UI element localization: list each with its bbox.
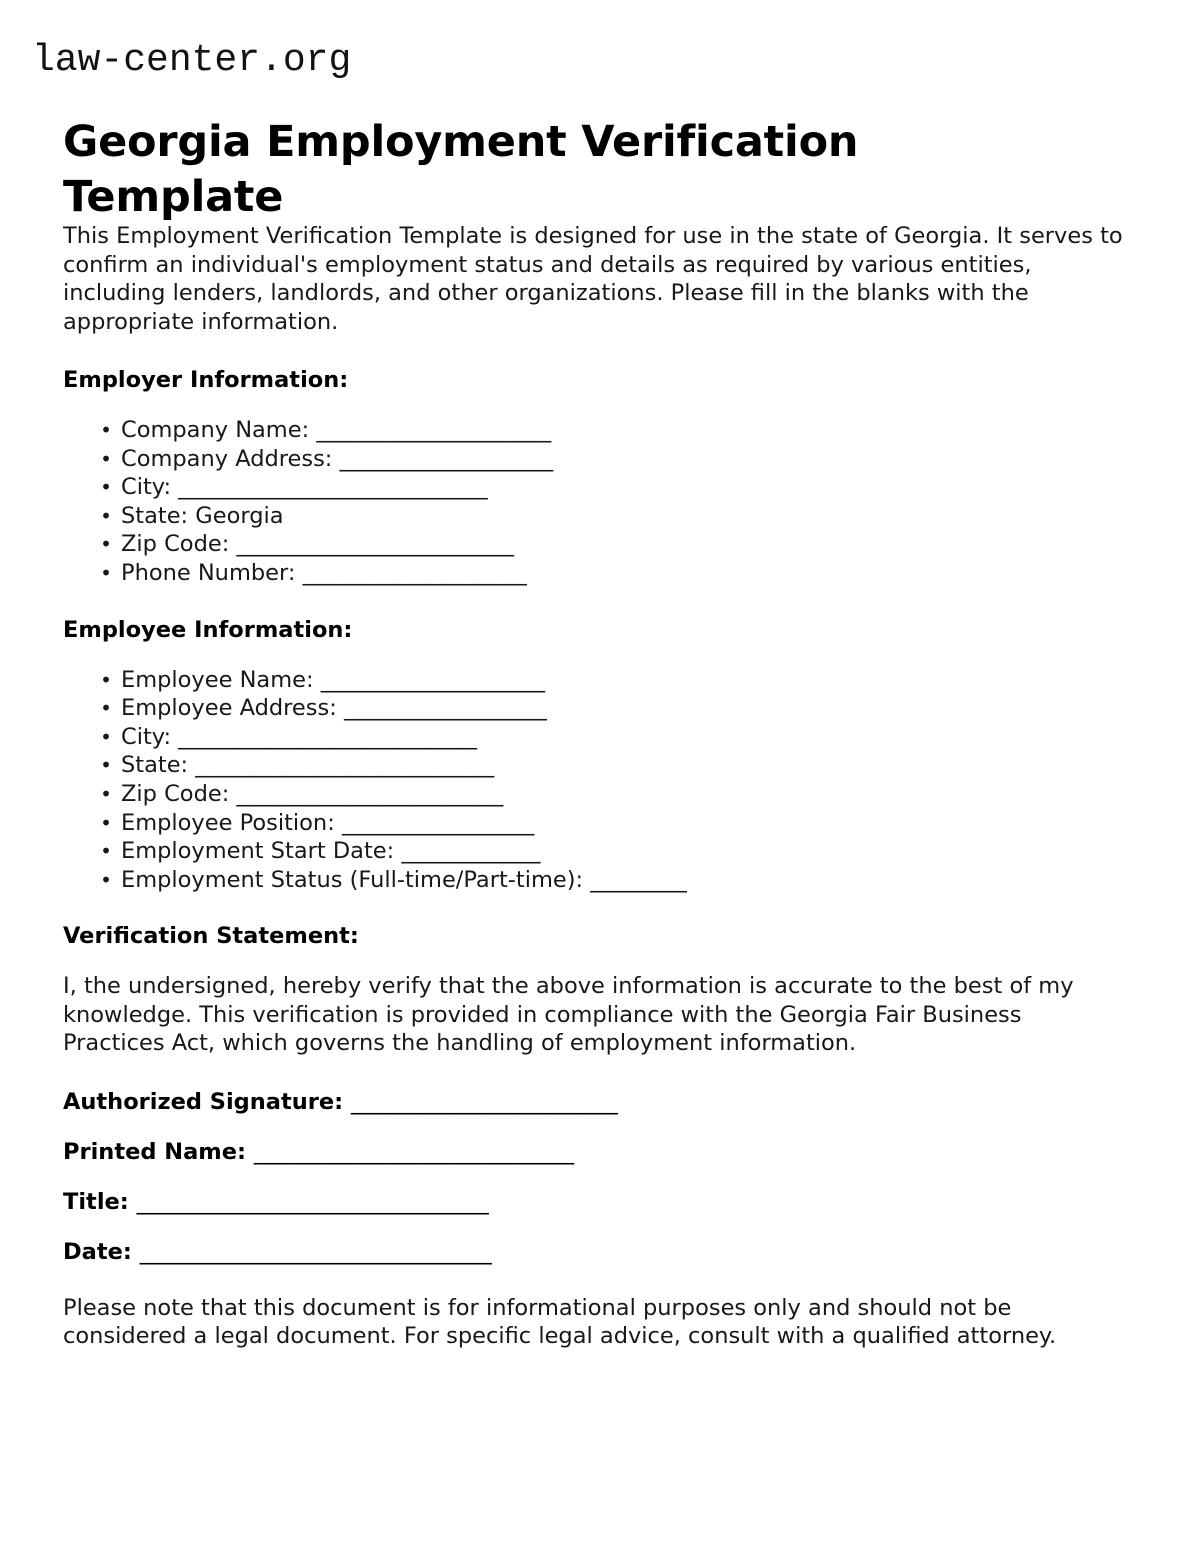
bullet-icon: • [100, 532, 112, 557]
field-label: Zip Code: [121, 780, 230, 807]
bullet-icon: • [100, 867, 112, 892]
field-label: Employee Address: [121, 695, 337, 722]
list-item [100, 780, 1123, 809]
field-blank[interactable]: _____________________ [320, 666, 545, 693]
bullet-icon: • [100, 810, 112, 835]
title-label: Title: [63, 1188, 129, 1215]
authorized-signature-label: Authorized Signature: [63, 1088, 344, 1115]
list-item [100, 416, 1123, 445]
field-blank[interactable]: __________________ [341, 809, 534, 836]
spacer [63, 894, 1123, 922]
field-label: Zip Code: [121, 531, 230, 558]
list-item [100, 751, 1123, 780]
field-label: Employee Position: [121, 809, 335, 836]
list-item [100, 559, 1123, 588]
list-item [100, 837, 1123, 866]
field-label: City: [121, 474, 172, 501]
spacer [63, 1216, 1123, 1238]
site-url-label: law-center.org [32, 39, 352, 82]
field-blank[interactable]: ____________________________ [195, 752, 494, 779]
bullet-icon: • [100, 839, 112, 864]
date-line [63, 1238, 1123, 1266]
intro-paragraph: This Employment Verification Template is designed for use in the state of Georgia. It serves to confirm an individual's employment status and details as required by various entities, including lenders, landlords, and other organizations. Please fill in the blanks with the appropriate information. [63, 223, 1123, 335]
bullet-icon: • [100, 781, 112, 806]
field-label: Phone Number: [121, 559, 296, 586]
spacer [63, 588, 1123, 616]
printed-name-blank[interactable]: ______________________________ [253, 1138, 574, 1165]
field-blank[interactable]: _________________________ [236, 780, 503, 807]
spacer [63, 1266, 1123, 1294]
bullet-icon: • [100, 475, 112, 500]
list-item [100, 866, 1123, 895]
employer-information-heading: Employer Information: [63, 367, 349, 393]
bullet-icon: • [100, 446, 112, 471]
field-label: State: Georgia [121, 502, 284, 529]
field-label: City: [121, 723, 172, 750]
field-label: Company Name: [121, 417, 310, 443]
date-blank[interactable]: _________________________________ [139, 1238, 492, 1265]
spacer [63, 394, 1123, 416]
printed-name-label: Printed Name: [63, 1138, 246, 1165]
employee-information-heading: Employee Information: [63, 616, 353, 643]
authorized-signature-blank[interactable]: _________________________ [350, 1088, 618, 1115]
field-blank[interactable]: _____________________ [302, 559, 527, 586]
field-blank[interactable]: ___________________ [343, 695, 547, 722]
field-blank[interactable]: _____________ [401, 838, 540, 865]
spacer [63, 1116, 1123, 1138]
bullet-icon: • [100, 724, 112, 749]
list-item [100, 502, 1123, 531]
verification-paragraph: I, the undersigned, hereby verify that the above information is accurate to the best of my knowledge. This verification is provided in compliance with the Georgia Fair Business Practices Act, which governs the handling of employment information. [63, 973, 1074, 1057]
field-label: Employee Name: [121, 666, 314, 693]
list-item [100, 445, 1123, 474]
bullet-icon: • [100, 418, 112, 442]
field-blank[interactable]: __________________________ [236, 531, 514, 558]
bullet-icon: • [100, 753, 112, 778]
field-blank[interactable]: _____________________________ [178, 474, 488, 501]
spacer [63, 644, 1123, 666]
title-line [63, 1188, 1123, 1216]
disclaimer-paragraph: Please note that this document is for informational purposes only and should not be considered a legal document. For specific legal advice, consult with a qualified attorney. [63, 1294, 1057, 1350]
list-item [100, 530, 1123, 559]
date-label: Date: [63, 1238, 132, 1265]
printed-name-line [63, 1138, 1123, 1166]
spacer [63, 1166, 1123, 1188]
field-label: State: [121, 752, 189, 779]
list-item [100, 723, 1123, 752]
field-blank[interactable]: ______________________ [316, 417, 551, 443]
field-label: Employment Status (Full-time/Part-time): [121, 866, 584, 893]
title-blank[interactable]: _________________________________ [136, 1188, 489, 1215]
spacer [63, 1058, 1123, 1088]
bullet-icon: • [100, 696, 112, 721]
list-item [100, 666, 1123, 695]
spacer [63, 950, 1123, 972]
field-label: Company Address: [121, 445, 333, 472]
page-title: Georgia Employment Verification Template [63, 116, 859, 222]
employee-field-list [63, 666, 1123, 895]
field-blank[interactable]: _________ [590, 866, 687, 893]
list-item [100, 809, 1123, 838]
verification-statement-heading: Verification Statement: [63, 923, 359, 950]
bullet-icon: • [100, 560, 112, 585]
spacer [63, 336, 1123, 366]
bullet-icon: • [100, 503, 112, 528]
employer-field-list [63, 416, 1123, 588]
bullet-icon: • [100, 667, 112, 692]
list-item [100, 473, 1123, 502]
field-label: Employment Start Date: [121, 838, 395, 865]
field-blank[interactable]: ____________________ [339, 445, 553, 472]
field-blank[interactable]: ____________________________ [178, 723, 477, 750]
document-body [63, 222, 1123, 1351]
authorized-signature-line [63, 1088, 1123, 1116]
list-item [100, 694, 1123, 723]
